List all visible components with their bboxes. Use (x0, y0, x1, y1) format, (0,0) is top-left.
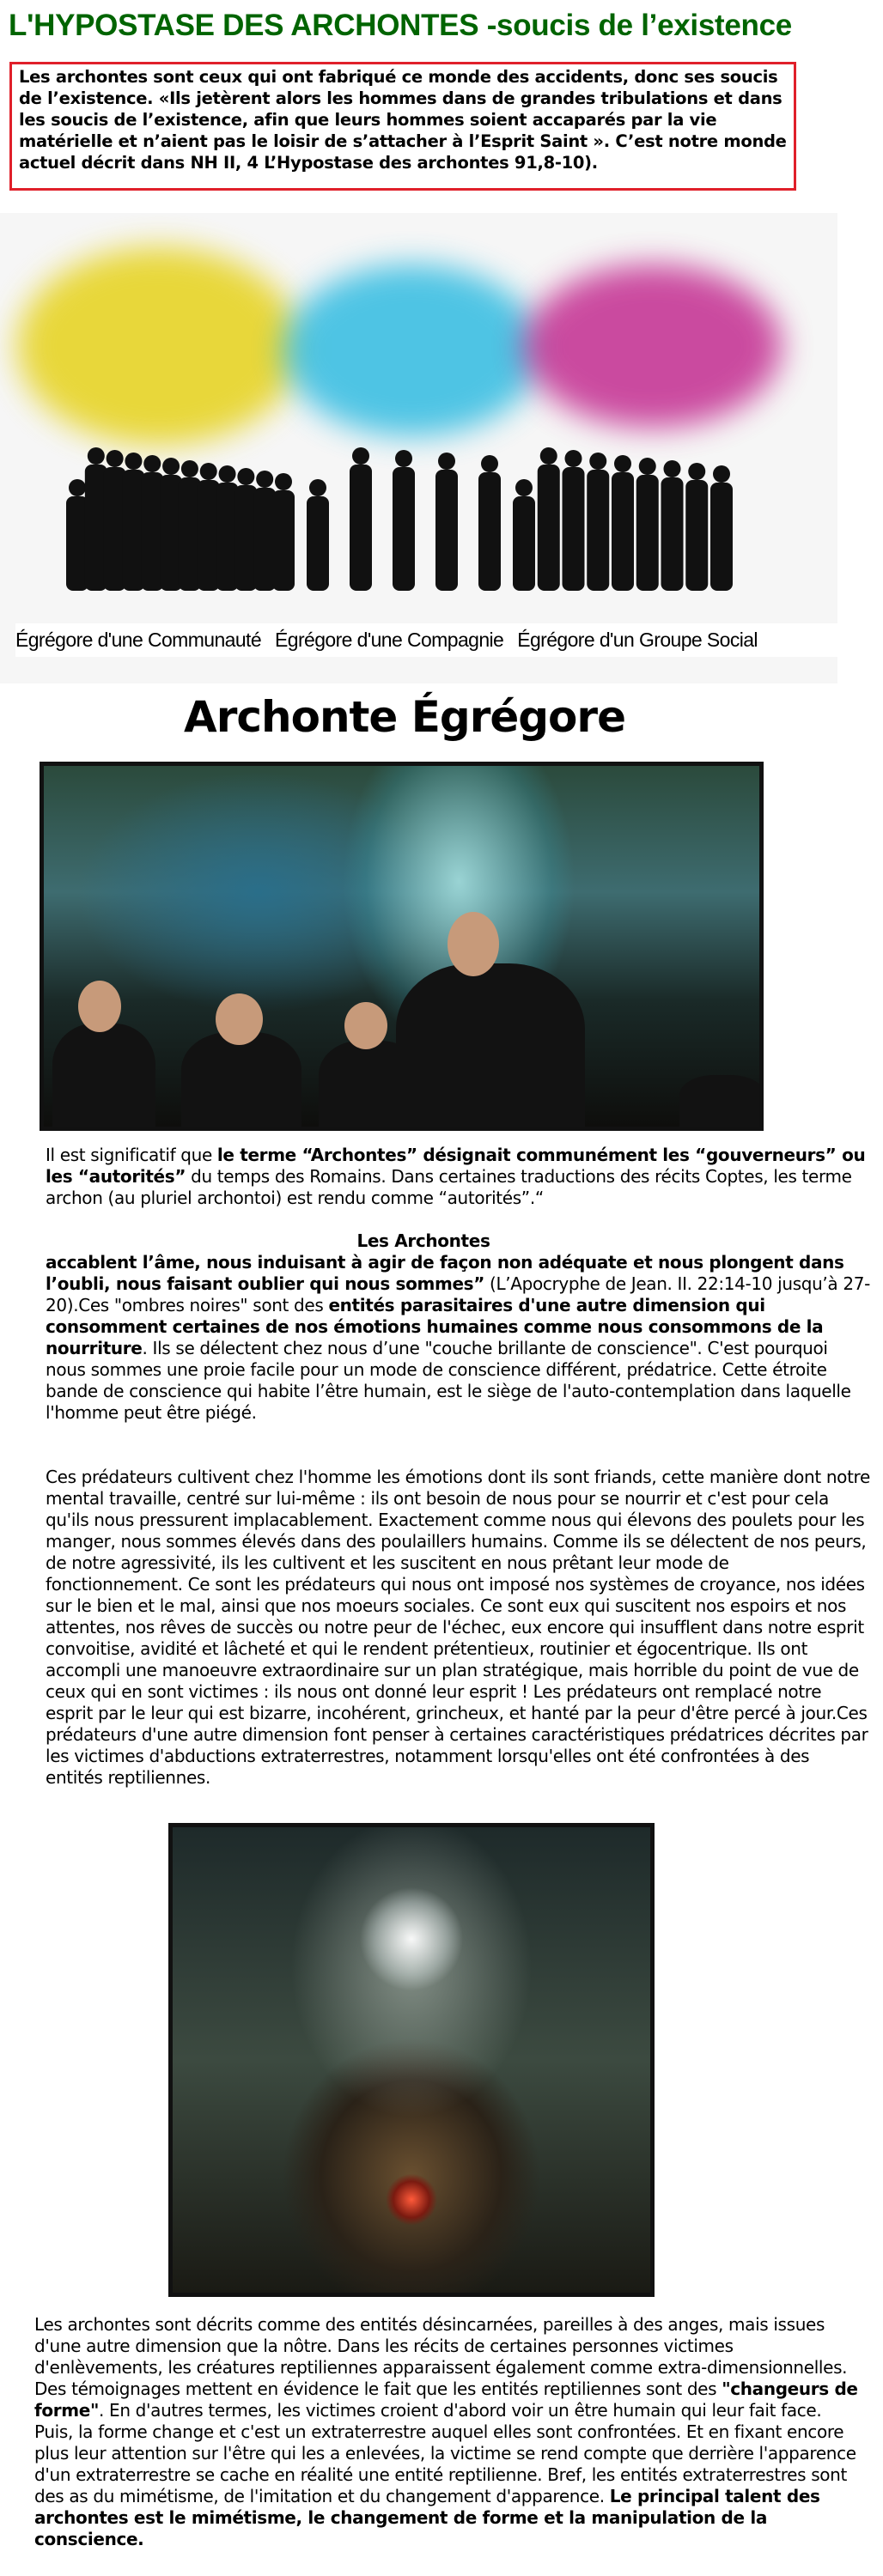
crowd-silhouettes (0, 213, 837, 683)
person-silhouette (307, 479, 329, 591)
person-silhouette (393, 450, 415, 591)
text: . En d'autres termes, les victimes croient d'abord voir un être humain qui leur fait face. Puis, la forme change et c'est un extraterrestre auquel elles sont confrontées. Et en fixant encore plus leur attention sur l'être qui les a enlevées, la victime se rend compte que derrière l'apparence d'un extraterrestre se cache en réalité une entité reptilienne. Bref, les entités extraterrestres sont des as du mimétisme, de l'imitation et du changement d'apparence. (34, 2400, 856, 2506)
bold-text: entités parasitaires d'une autre dimension qui consomment certaines de nos émotions humaines comme nous consommons de la nourriture (46, 1295, 824, 1358)
person-silhouette (563, 450, 585, 591)
bold-text: accablent l’âme, nous induisant à agir de façon non adéquate et nous plongent dans l’oubli, nous faisant oublier qui nous sommes” (46, 1252, 844, 1294)
person-silhouette (513, 479, 535, 591)
person-silhouette (710, 465, 733, 591)
spirit-child-image (168, 1823, 655, 2297)
page-title: L'HYPOSTASE DES ARCHONTES -soucis de l’existence (9, 9, 792, 42)
bold-text: "changeurs de forme" (34, 2379, 858, 2421)
person-silhouette (538, 447, 560, 591)
subheading: Les Archontes (356, 1230, 490, 1251)
person-silhouette (478, 455, 501, 591)
egregore-label-company: Égrégore d'une Compagnie (275, 629, 504, 651)
figure-head (216, 993, 263, 1045)
person-silhouette (685, 463, 708, 591)
person-silhouette (636, 458, 659, 591)
figure-head (344, 1002, 387, 1049)
paragraph-archontes-meaning (46, 1145, 870, 1209)
person-silhouette (272, 473, 295, 591)
figure-head (448, 912, 499, 976)
text: du temps des Romains. Dans certaines traductions des récits Coptes, les terme archon (au pluriel archontoi) est rendu comme “autorités”.“ (46, 1166, 852, 1208)
paragraph-changeurs-de-forme (34, 2314, 859, 2550)
intro-quote-box (9, 62, 796, 191)
figure-silhouette (181, 1032, 301, 1127)
person-silhouette (350, 447, 372, 591)
figure-silhouette (396, 963, 585, 1127)
archonte-egregore-heading: Archonte Égrégore (184, 692, 625, 742)
text: (L’Apocryphe de Jean. II. 22:14-10 jusqu’à 27-20).Ces "ombres noires" sont des (46, 1273, 870, 1315)
egregore-labels (15, 623, 837, 657)
archon-painting-image (40, 762, 764, 1131)
intro-quote-text: Les archontes sont ceux qui ont fabriqué ce monde des accidents, donc ses soucis de l’existence. «Ils jetèrent alors les hommes dans de grandes tribulations et dans les soucis de l’existence, afin que leurs hommes soient accaparés par la vie matérielle et n’aient pas le loisir de s’attacher à l’Esprit Saint ». C’est notre monde actuel décrit dans NH II, 4 L’Hypostase des archontes 91,8-10). (19, 67, 787, 173)
person-silhouette (661, 460, 684, 591)
person-silhouette (435, 453, 458, 591)
person-silhouette (587, 453, 609, 591)
figure-silhouette (52, 1024, 155, 1127)
egregore-label-social-group: Égrégore d'un Groupe Social (517, 629, 758, 651)
egregore-illustration (0, 213, 837, 683)
bold-text: le terme “Archontes” désignait communément les “gouverneurs” ou les “autorités” (46, 1145, 866, 1187)
text: Les archontes sont décrits comme des entités désincarnées, pareilles à des anges, mais issues d'une autre dimension que la nôtre. Dans les récits de certaines personnes victimes d'enlèvements, les créatures reptiliennes apparaissent également comme extra-dimensionnelles. Des témoignages mettent en évidence le fait que les entités reptiliennes sont des (34, 2314, 848, 2399)
text: Ces prédateurs cultivent chez l'homme les émotions dont ils sont friands, cette manière dont notre mental travaille, centré sur lui-même : ils ont besoin de nous pour se nourrir et c'est pour cela qu'ils nous pressurent implacablement. Exactement comme nous qui élevons des poulets pour les manger, nous sommes élevés dans des poulaillers humains. Comme ils se délectent de nos peurs, de notre agressivité, ils les cultivent et les suscitent en nous prêtant leur mode de fonctionnement. Ce sont les prédateurs qui nous ont imposé nos systèmes de croyance, nos idées sur le bien et le mal, ainsi que nos moeurs sociales. Ce sont eux qui suscitent nos espoirs et nos attentes, nos rêves de succès ou notre peur de l'échec, eux encore qui insufflent dans notre esprit convoitise, avidité et lâcheté et qui le rendent prétentieux, routinier et égocentrique. Ils ont accompli une manoeuvre extraordinaire sur un plan stratégique, mais horrible du point de vue de ceux qui en sont victimes : ils nous ont donné leur esprit ! Les prédateurs ont remplacé notre esprit par le leur qui est bizarre, incohérent, grincheux, et hanté par la peur d'être percé à jour.Ces prédateurs d'une autre dimension font penser à certaines caractéristiques prédatrices décrites par les victimes d'abductions extraterrestres, notamment lorsqu'elles ont été confrontées à des entités reptiliennes. (46, 1467, 870, 1788)
paragraph-predateurs (46, 1467, 870, 1789)
figure-head (78, 981, 121, 1032)
paragraph-les-archontes (46, 1230, 870, 1424)
text: Il est significatif que (46, 1145, 217, 1165)
figure-silhouette (679, 1075, 764, 1127)
egregore-label-community: Égrégore d'une Communauté (15, 629, 262, 651)
text: . Ils se délectent chez nous d’une "couche brillante de conscience". C'est pourquoi nous sommes une proie facile pour un mode de conscience différent, prédatrice. Cette étroite bande de conscience qui habite l’être humain, est le siège de l'auto-contemplation dans laquelle l'homme peut être piégé. (46, 1338, 851, 1423)
person-silhouette (612, 455, 634, 591)
bold-text: Le principal talent des archontes est le mimétisme, le changement de forme et la manipulation de la conscience. (34, 2486, 820, 2549)
